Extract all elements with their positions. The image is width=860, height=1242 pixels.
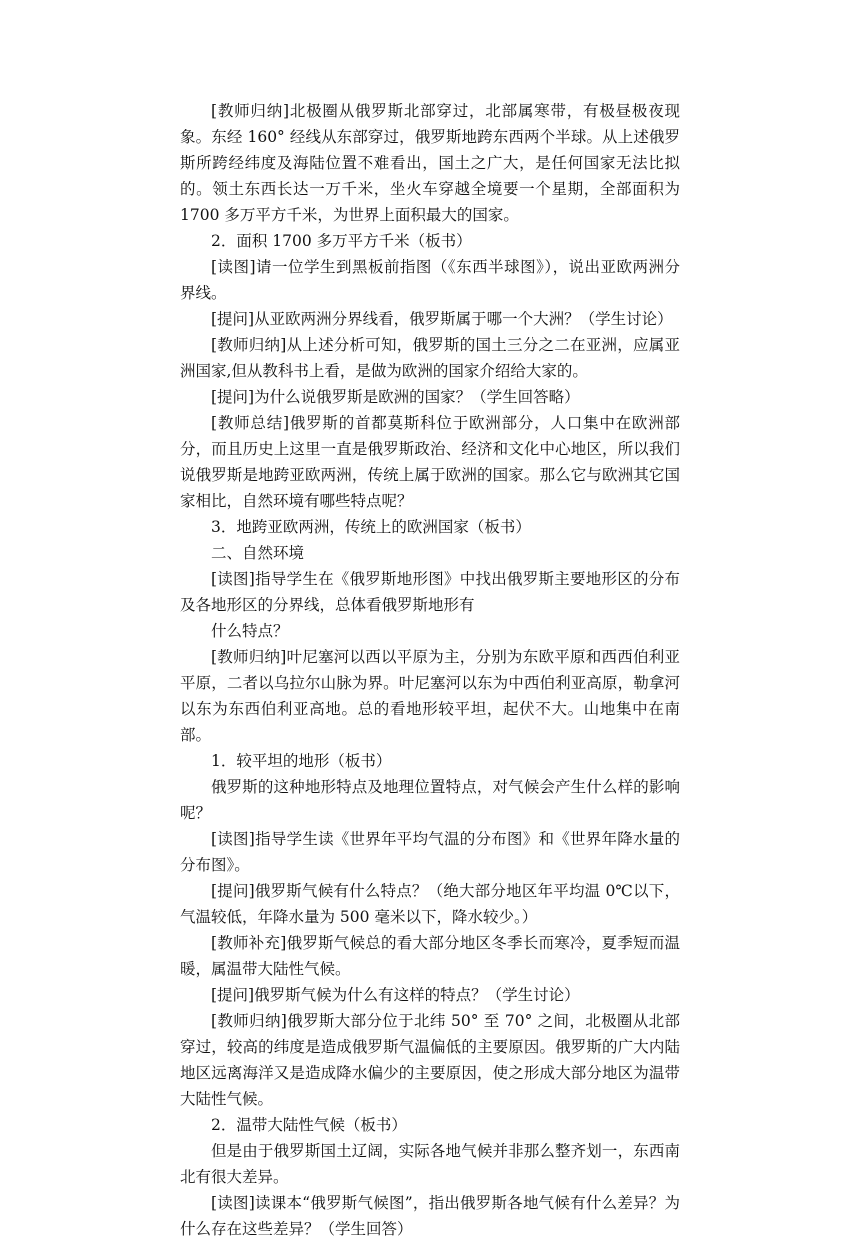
paragraph-read-climate-map: [读图]读课本“俄罗斯气候图”，指出俄罗斯各地气候有什么差异？为什么存在这些差异？（学生回答） — [180, 1194, 680, 1238]
paragraph-question-continent: [提问]从亚欧两洲分界线看，俄罗斯属于哪一个大洲？（学生讨论） — [211, 310, 673, 328]
paragraph-read-map-hemispheres: [读图]请一位学生到黑板前指图（《东西半球图》），说出亚欧两洲分界线。 — [180, 258, 680, 302]
paragraph-terrain-question-continuation: 什么特点？ — [211, 622, 289, 640]
blackboard-heading-climate: 2．温带大陆性气候（板书） — [211, 1116, 407, 1134]
paragraph-question-europe: [提问]为什么说俄罗斯是欧洲的国家？（学生回答略） — [211, 388, 580, 406]
paragraph-teacher-summary-latitude: [教师归纳]俄罗斯大部分位于北纬 50° 至 70° 之间，北极圈从北部穿过，较高的纬度是造成俄罗斯气温偏低的主要原因。俄罗斯的广大内陆地区远离海洋又是造成降水偏少的主要原因，使之形成大部分地区为温带大陆性气候。 — [180, 1012, 680, 1108]
paragraph-read-map-terrain: [读图]指导学生在《俄罗斯地形图》中找出俄罗斯主要地形区的分布及各地形区的分界线，总体看俄罗斯地形有 — [180, 570, 680, 614]
paragraph-regional-difference: 但是由于俄罗斯国土辽阔，实际各地气候并非那么整齐划一，东西南北有很大差异。 — [180, 1142, 680, 1186]
document-page — [180, 98, 680, 1242]
paragraph-teacher-summary-arctic: [教师归纳]北极圈从俄罗斯北部穿过，北部属寒带，有极昼极夜现象。东经 160° 经线从东部穿过，俄罗斯地跨东西两个半球。从上述俄罗斯所跨经纬度及海陆位置不难看出，国土之广大，是任何国家无法比拟的。领土东西长达一万千米，坐火车穿越全境要一个星期，全部面积为 1700 多万平方千米，为世界上面积最大的国家。 — [180, 102, 680, 224]
blackboard-heading-eurasia: 3．地跨亚欧两洲，传统上的欧洲国家（板书） — [211, 518, 531, 536]
paragraph-climate-influence-question: 俄罗斯的这种地形特点及地理位置特点，对气候会产生什么样的影响呢？ — [180, 778, 680, 822]
paragraph-teacher-conclusion-moscow: [教师总结]俄罗斯的首都莫斯科位于欧洲部分，人口集中在欧洲部分，而且历史上这里一直是俄罗斯政治、经济和文化中心地区，所以我们说俄罗斯是地跨亚欧两洲，传统上属于欧洲的国家。那么它与欧洲其它国家相比，自然环境有哪些特点呢？ — [180, 414, 680, 510]
paragraph-question-climate-reason: [提问]俄罗斯气候为什么有这样的特点？（学生讨论） — [211, 986, 580, 1004]
section-heading-natural-environment: 二、自然环境 — [211, 544, 305, 562]
paragraph-read-map-climate: [读图]指导学生读《世界年平均气温的分布图》和《世界年降水量的分布图》。 — [180, 830, 680, 874]
blackboard-heading-terrain: 1．较平坦的地形（板书） — [211, 752, 392, 770]
blackboard-heading-area: 2．面积 1700 多万平方千米（板书） — [211, 232, 472, 250]
paragraph-question-climate: [提问]俄罗斯气候有什么特点？（绝大部分地区年平均温 0℃以下，气温较低，年降水量为 500 毫米以下，降水较少。） — [180, 882, 680, 926]
paragraph-teacher-summary-yenisei: [教师归纳]叶尼塞河以西以平原为主，分别为东欧平原和西西伯利亚平原，二者以乌拉尔山脉为界。叶尼塞河以东为中西伯利亚高原，勒拿河以东为东西伯利亚高地。总的看地形较平坦，起伏不大。山地集中在南部。 — [180, 648, 680, 744]
paragraph-teacher-supplement: [教师补充]俄罗斯气候总的看大部分地区冬季长而寒冷，夏季短而温暖，属温带大陆性气候。 — [180, 934, 680, 978]
paragraph-teacher-summary-asia: [教师归纳]从上述分析可知，俄罗斯的国土三分之二在亚洲，应属亚洲国家,但从教科书上看，是做为欧洲的国家介绍给大家的。 — [180, 336, 680, 380]
